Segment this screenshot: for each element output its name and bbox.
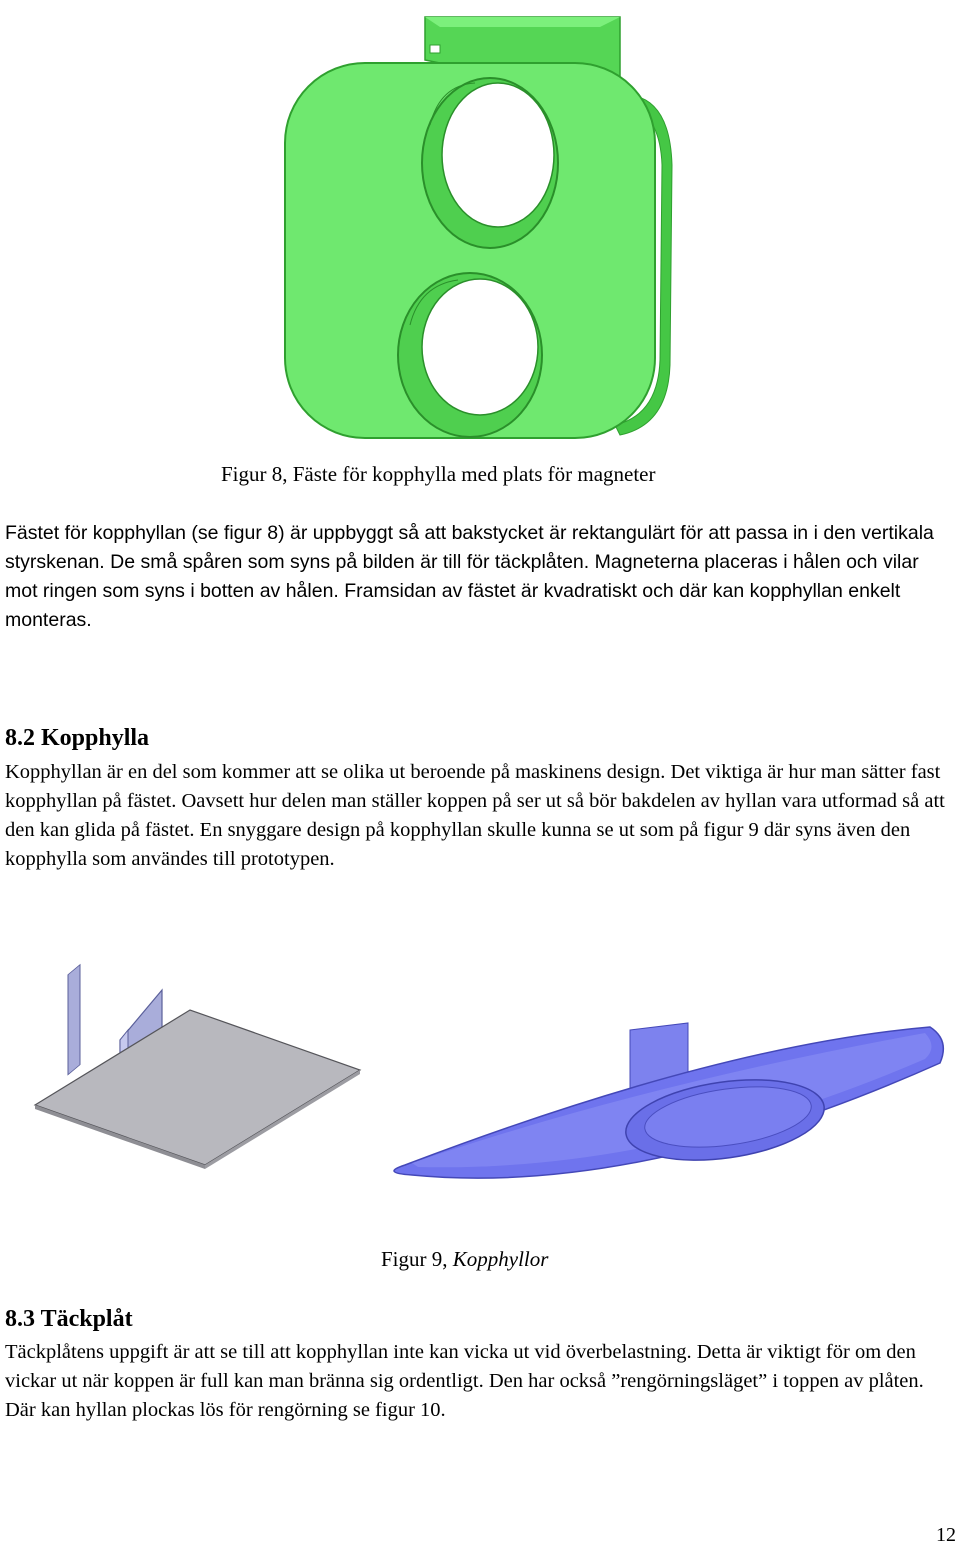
section-8-3-body: Täckplåtens uppgift är att se till att kopphyllan inte kan vicka ut vid överbelastning. Detta är viktigt för om den vickar ut när koppen är full kan man bränna sig ordentligt. Den har också ”rengörningsläget” i toppen av plåten. Där kan hyllan plockas lös för rengörning se figur 10.: [5, 1341, 924, 1421]
figure-8-caption: Figur 8, Fäste för kopphylla med plats för magneter: [221, 462, 656, 486]
figure-9-shelves-image: [20, 935, 955, 1240]
figure-8-bracket-image: [270, 5, 690, 460]
paragraph-fastet: Fästet för kopphyllan (se figur 8) är uppbyggt så att bakstycket är rektangulärt för att passa in i den vertikala styrskenan. De små spåren som syns på bilden är till för täckplåten. Magneterna placeras i hålen och vilar mot ringen som syns i botten av hålen. Framsidan av fästet är kvadratiskt och där kan kopphyllan enkelt monteras.: [5, 522, 934, 631]
section-8-2-body: Kopphyllan är en del som kommer att se olika ut beroende på maskinens design. Det viktiga är hur man sätter fast kopphyllan på fästet. Oavsett hur delen man ställer koppen på ser ut så bör bakdelen av hyllan vara utformad så att den kan glida på fästet. En snyggare design på kopphyllan skulle kunna se ut som på figur 9 där syns även den kopphylla som användes till prototypen.: [5, 761, 945, 870]
figure-9-caption-title: Kopphyllor: [452, 1247, 549, 1271]
figure-9-caption: [381, 1247, 548, 1272]
section-heading-8-2: 8.2 Kopphylla: [5, 725, 150, 751]
figure-9-caption-prefix: Figur 9,: [381, 1247, 453, 1271]
page-number: 12: [936, 1524, 956, 1546]
section-heading-8-3: 8.3 Täckplåt: [5, 1306, 133, 1332]
